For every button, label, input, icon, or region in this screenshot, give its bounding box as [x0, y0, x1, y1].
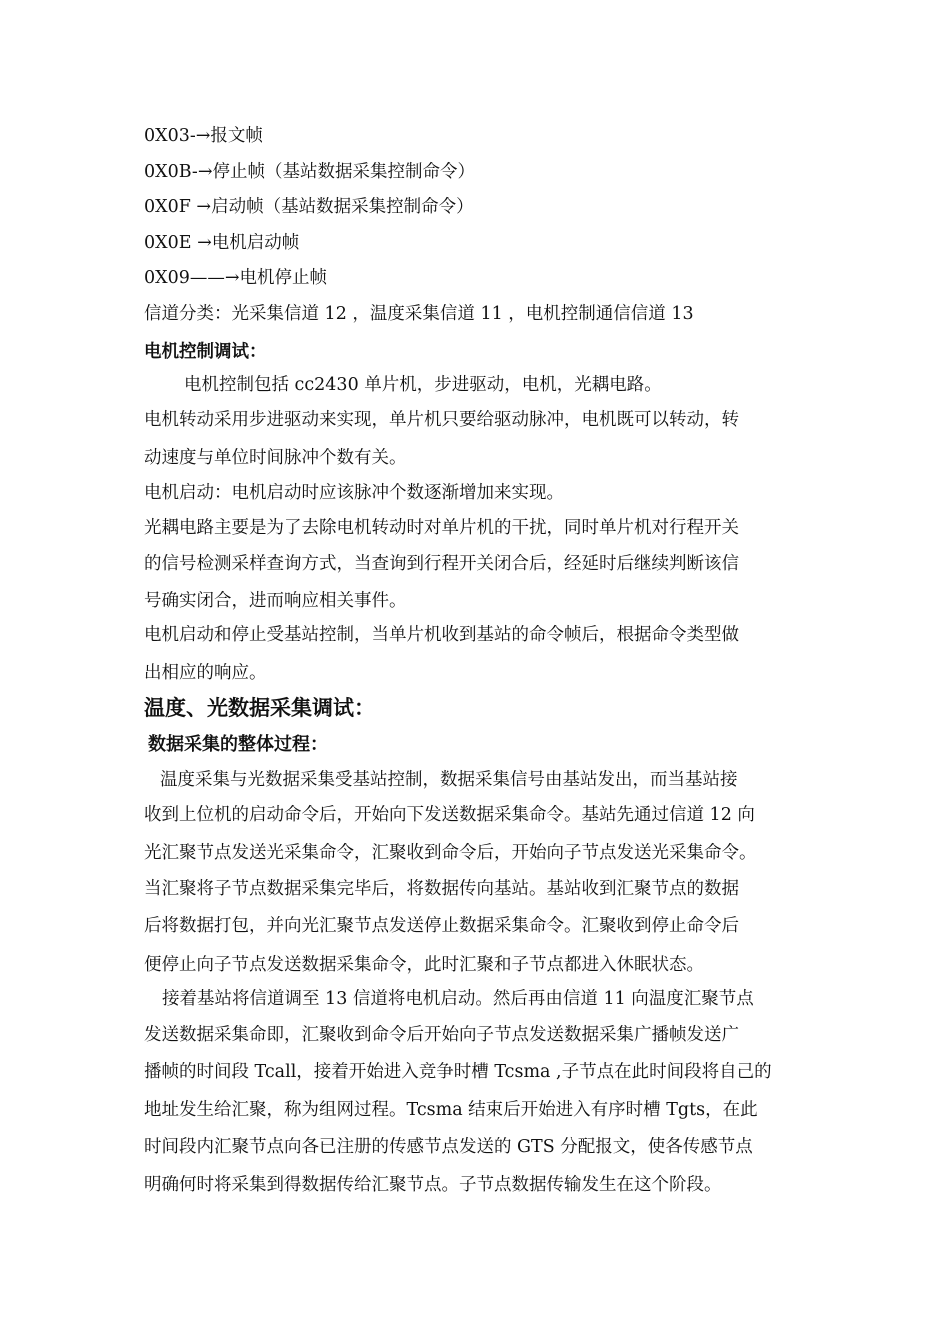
motor-heading: 电机控制调试： [144, 342, 267, 362]
collection-paragraph-line: 明确何时将采集到得数据传给汇聚节点。子节点数据传输发生在这个阶段。 [144, 1175, 722, 1195]
collection-paragraph-line: 发送数据采集命即，汇聚收到命令后开始向子节点发送数据采集广播帧发送广 [144, 1025, 739, 1045]
frame-type-stop: 0X0B-→停止帧（基站数据采集控制命令） [144, 162, 475, 182]
motor-paragraph-line: 的信号检测采样查询方式，当查询到行程开关闭合后，经延时后继续判断该信 [144, 554, 739, 574]
frame-type-start: 0X0F →启动帧（基站数据采集控制命令） [144, 197, 474, 217]
motor-paragraph-line: 电机转动采用步进驱动来实现，单片机只要给驱动脉冲，电机既可以转动，转 [144, 410, 739, 430]
motor-paragraph-line: 号确实闭合，进而响应相关事件。 [144, 591, 407, 611]
frame-type-motor-stop: 0X09——→电机停止帧 [144, 268, 328, 288]
collection-paragraph-line: 播帧的时间段 Tcall，接着开始进入竞争时槽 Tcsma ,子节点在此时间段将自己的 [144, 1062, 772, 1082]
motor-paragraph-line: 电机启动和停止受基站控制，当单片机收到基站的命令帧后，根据命令类型做 [144, 625, 739, 645]
frame-type-report: 0X03-→报文帧 [144, 126, 263, 146]
motor-paragraph-line: 电机控制包括 cc2430 单片机，步进驱动，电机，光耦电路。 [184, 375, 662, 395]
collection-paragraph-line: 地址发生给汇聚，称为组网过程。Tcsma 结束后开始进入有序时槽 Tgts，在此 [144, 1100, 758, 1120]
collection-paragraph-line: 时间段内汇聚节点向各已注册的传感节点发送的 GTS 分配报文，使各传感节点 [144, 1137, 753, 1157]
channel-classification: 信道分类：光采集信道 12 ，温度采集信道 11 ，电机控制通信信道 13 [144, 304, 694, 324]
motor-paragraph-line: 光耦电路主要是为了去除电机转动时对单片机的干扰，同时单片机对行程开关 [144, 518, 739, 538]
collection-paragraph-line: 温度采集与光数据采集受基站控制，数据采集信号由基站发出，而当基站接 [160, 770, 738, 790]
collection-paragraph-line: 便停止向子节点发送数据采集命令，此时汇聚和子节点都进入休眠状态。 [144, 955, 704, 975]
motor-paragraph-line: 电机启动：电机启动时应该脉冲个数逐渐增加来实现。 [144, 483, 564, 503]
collection-paragraph-line: 当汇聚将子节点数据采集完毕后，将数据传向基站。基站收到汇聚节点的数据 [144, 879, 739, 899]
collection-paragraph-line: 光汇聚节点发送光采集命令，汇聚收到命令后，开始向子节点发送光采集命令。 [144, 843, 757, 863]
collection-paragraph-line: 后将数据打包，并向光汇聚节点发送停止数据采集命令。汇聚收到停止命令后 [144, 916, 739, 936]
collection-paragraph-line: 收到上位机的启动命令后，开始向下发送数据采集命令。基站先通过信道 12 向 [144, 805, 755, 825]
motor-paragraph-line: 出相应的响应。 [144, 663, 267, 683]
motor-paragraph-line: 动速度与单位时间脉冲个数有关。 [144, 448, 407, 468]
collection-subheading: 数据采集的整体过程： [148, 734, 328, 755]
collection-paragraph-line: 接着基站将信道调至 13 信道将电机启动。然后再由信道 11 向温度汇聚节点 [162, 989, 754, 1009]
frame-type-motor-start: 0X0E →电机启动帧 [144, 233, 300, 253]
collection-heading: 温度、光数据采集调试： [144, 695, 375, 720]
